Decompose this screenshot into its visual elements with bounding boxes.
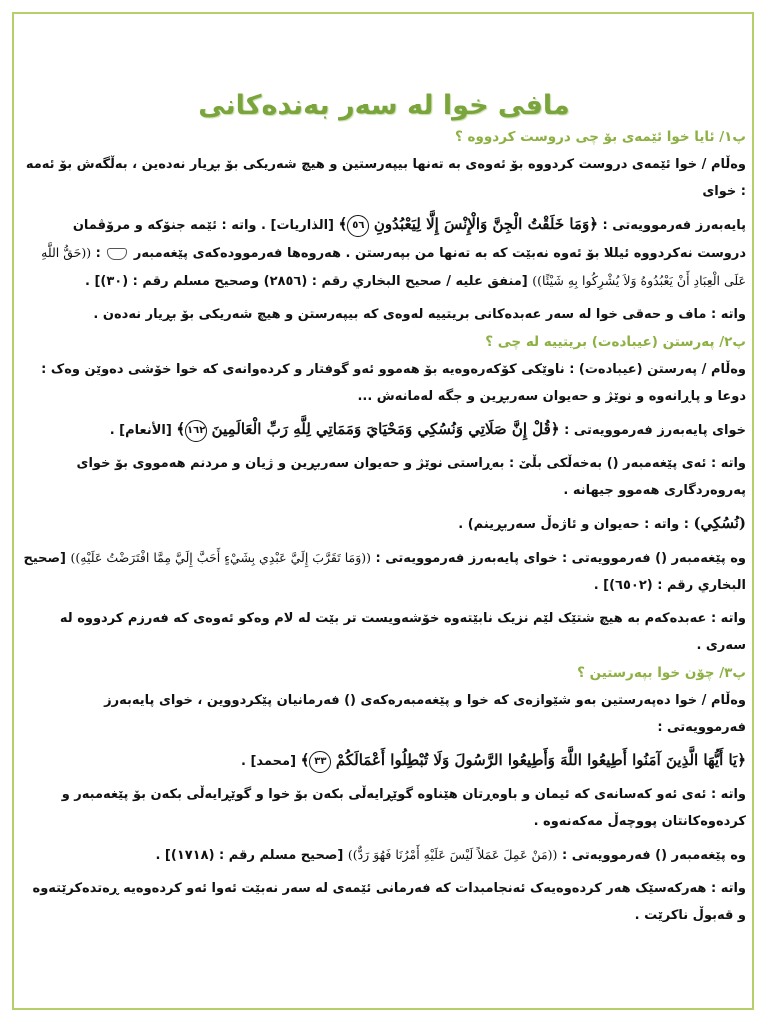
question-3: پ٣/ چۆن خوا بپەرستین ؟ xyxy=(577,665,746,681)
hadith-3: ((مَنْ عَمِلَ عَمَلاً لَيْسَ عَلَيْهِ أَمْرُنَا فَهُوَ رَدٌّ)) xyxy=(347,847,558,862)
ayah-number-1: ٥٦ xyxy=(347,215,369,237)
evidence-2: خوای پایەبەرز فەرموویەتی : ﴿قُلْ إِنَّ صَلَاتِي وَنُسُكِي وَمَحْيَايَ وَمَمَاتِي لِلَّهِ رَبِّ الْعَالَمِينَ ١٦٢﴾ [الأنعام] . xyxy=(22,416,746,444)
surah-name-2: [الأنعام] . xyxy=(109,423,172,438)
hadith-intro-3: وە پێغەمبەر () فەرموویەتی : xyxy=(561,848,746,863)
hadith-intro-2: وە پێغەمبەر () فەرموویەتی : خوای پایەبەرز فەرموویەتی : xyxy=(375,551,746,566)
word-meaning: : واتە : حەیوان و ئاژەڵ سەربڕینم) . xyxy=(458,517,689,532)
hadith-1: ((حَقُّ اللَّهِ عَلَى الْعِبَادِ أَنْ يَعْبُدُوهُ وَلاَ يُشْرِكُوا بِهِ شَيْئًا)) xyxy=(41,245,746,288)
evidence-intro-2: خوای پایەبەرز فەرموویەتی : xyxy=(564,423,746,438)
answer-2: وەڵام / پەرستن (عیبادەت) : ناوێکی کۆکەرەوەیە بۆ هەموو ئەو گوفتار و کردەوانەی کە خوا خۆشی دەوێن وەک : دوعا و پاڕانەوە و نوێژ و حەیوان سەربڕین و جگە لەمانەش ... xyxy=(41,362,746,404)
evidence-1: پایەبەرز فەرموویەتی : ﴿وَمَا خَلَقْتُ الْجِنَّ وَالْإِنْسَ إِلَّا لِيَعْبُدُونِ ٥٦﴾ [الذاريات] . واتە : ئێمە جنۆکە و مرۆڤمان دروست نەکردووە ئیللا بۆ ئەوە نەبێت کە بە تەنها من بپەرستن . هەروەها فەرموودەکەی پێغەمبەر : ((حَقُّ اللَّهِ عَلَى الْعِبَادِ أَنْ يَعْبُدُوهُ وَلاَ يُشْرِكُوا بِهِ شَيْئًا)) [منفق عليه / صحيح البخاري رقم : (٢٨٥٦) وصحيح مسلم رقم : (٣٠)] . xyxy=(41,215,746,289)
question-2: پ٢/ پەرستن (عیبادەت) بریتییە لە چی ؟ xyxy=(485,334,746,350)
quran-verse-2: ﴿قُلْ إِنَّ صَلَاتِي وَنُسُكِي وَمَحْيَايَ وَمَمَاتِي لِلَّهِ رَبِّ الْعَالَمِينَ xyxy=(211,420,560,438)
conclusion-1: واتە : ماف و حەقی خوا لە سەر عەبدەکانی بریتییە لەوەی کە بیپەرستن و هیچ شەریکی بۆ بڕیار نەدەن . xyxy=(93,307,746,322)
source-2: [صحيح البخاري رقم : (٦٥٠٢)] . xyxy=(23,551,746,593)
source-1: [منفق عليه / صحيح البخاري رقم : (٢٨٥٦) وصحيح مسلم رقم : (٣٠)] . xyxy=(84,274,528,289)
evidence-intro-1: پایەبەرز فەرموویەتی : xyxy=(602,218,746,233)
ayah-number-3: ٣٣ xyxy=(309,751,331,773)
evidence-3: ﴿يَا أَيُّهَا الَّذِينَ آمَنُوا أَطِيعُوا اللَّهَ وَأَطِيعُوا الرَّسُولَ وَلَا تُبْطِلُوا أَعْمَالَكُمْ ٣٣﴾ [محمد] . xyxy=(22,747,746,775)
answer-3: وەڵام / خوا دەپەرستین بەو شێوازەی کە خوا و پێغەمبەرەکەی () فەرمانیان پێکردووین ، خوای پایەبەرز فەرموویەتی : xyxy=(104,693,746,735)
answer-1: وەڵام / خوا ئێمەی دروست کردووە بۆ ئەوەی بە تەنها بیپەرستین و هیچ شەریکی بۆ بڕیار نەدەین ، بەڵگەش بۆ ئەمە : خوای xyxy=(25,157,746,199)
document-page xyxy=(22,80,746,935)
hadith-block-3 xyxy=(22,841,746,869)
word-nusuki: (نُسُكِي) xyxy=(693,514,746,532)
word-explanation xyxy=(22,510,746,538)
quran-verse-3: ﴿يَا أَيُّهَا الَّذِينَ آمَنُوا أَطِيعُوا اللَّهَ وَأَطِيعُوا الرَّسُولَ وَلَا تُبْطِلُوا أَعْمَالَكُمْ xyxy=(335,751,746,769)
conclusion-3: واتە : هەرکەسێک هەر کردەوەیەک ئەنجامبدات کە فەرمانی ئێمەی لە سەر نەبێت ئەوا ئەو کردەوەیە ڕەتدەکرێتەوە و قەبوڵ ناکرێت . xyxy=(32,881,746,923)
surah-name-3: [محمد] . xyxy=(241,754,297,769)
meaning-1: . واتە : ئێمە جنۆکە و مرۆڤمان دروست نەکردووە ئیللا بۆ ئەوە نەبێت کە بە تەنها من بپەرستن . هەروەها فەرموودەکەی پێغەمبەر xyxy=(72,218,746,261)
surah-name-1: [الذاريات] xyxy=(270,218,334,233)
question-1: پ١/ ئایا خوا ئێمەی بۆ چی دروست کردووە ؟ xyxy=(455,129,746,145)
meaning-2: واتە : ئەی پێغەمبەر () بەخەڵکی بڵێ : بەڕاستی نوێژ و حەیوان سەربڕین و ژیان و مردنم هەمووی بۆ خوای پەروەردگاری هەموو جیهانە . xyxy=(76,456,746,498)
pbuh-icon xyxy=(107,248,127,260)
conclusion-2: واتە : عەبدەکەم بە هیچ شتێک لێم نزیک نابێتەوە خۆشەویست تر بێت لە لام وەکو ئەوەی کە فەرزم کردووە لە سەری . xyxy=(59,611,746,653)
ayah-number-2: ١٦٢ xyxy=(185,420,207,442)
hadith-2: ((وَمَا تَقَرَّبَ إِلَيَّ عَبْدِي بِشَيْءٍ أَحَبَّ إِلَيَّ مِمَّا افْتَرَضْتُ عَلَيْهِ)) xyxy=(70,550,372,565)
hadith-block-2 xyxy=(22,544,746,599)
quran-verse-1: ﴿وَمَا خَلَقْتُ الْجِنَّ وَالْإِنْسَ إِلَّا لِيَعْبُدُونِ xyxy=(373,215,598,233)
page-title: مافی خوا لە سەر بەندەکانی xyxy=(198,90,570,121)
meaning-3: واتە : ئەی ئەو کەسانەی کە ئیمان و باوەڕتان هێناوە گوێڕایەڵی بکەن بۆ خوا و گوێڕایەڵی بکەن بۆ پێغەمبەر و کردەوەکانتان پووچەڵ مەکەنەوە . xyxy=(61,787,746,829)
source-3: [صحيح مسلم رقم : (١٧١٨)] . xyxy=(155,848,344,863)
